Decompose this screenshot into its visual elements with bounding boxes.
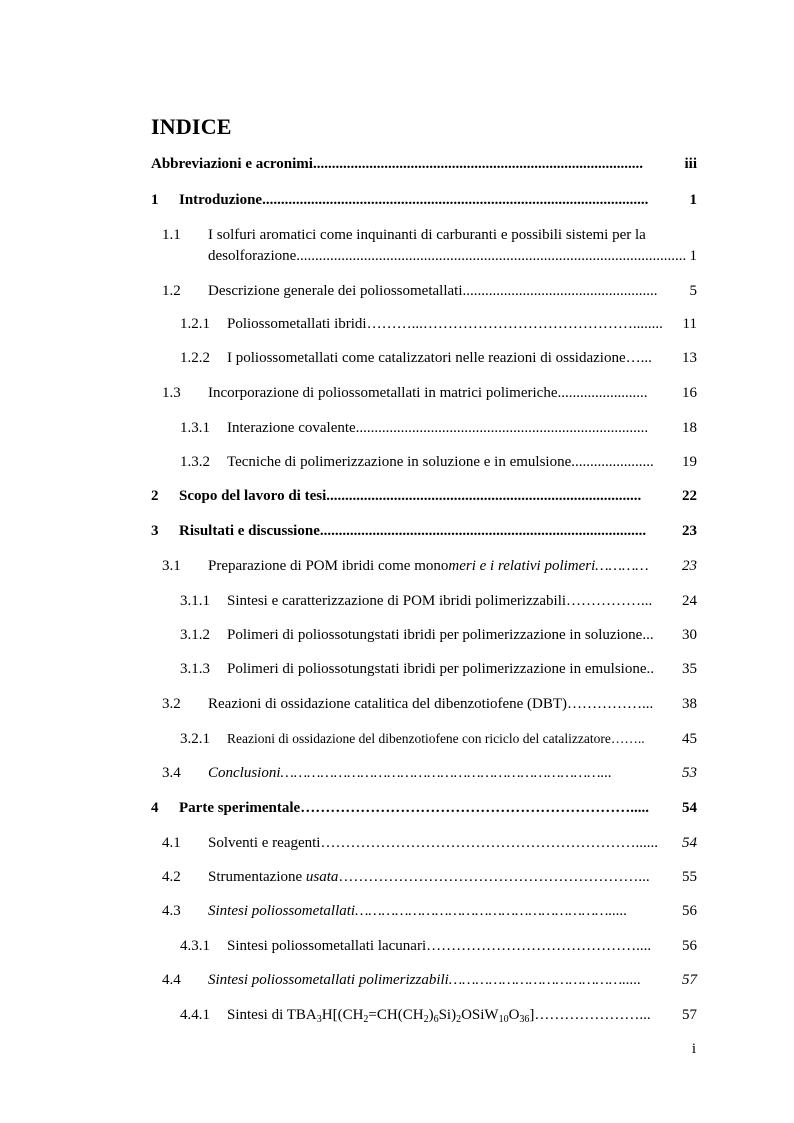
toc-entry-title: Parte sperimentale…………………………………………………………..... xyxy=(179,800,649,816)
toc-entry-page: 57 xyxy=(682,1007,697,1023)
toc-entry-title: Polimeri di poliossotungstati ibridi per polimerizzazione in soluzione... xyxy=(227,627,654,643)
formula-part: ) xyxy=(428,1007,434,1023)
formula-part: H[(CH xyxy=(321,1007,364,1023)
toc-entry-number: 1.3 xyxy=(162,385,181,401)
toc-entry-page: 11 xyxy=(682,316,697,332)
toc-entry-number: 3 xyxy=(151,523,159,539)
toc-entry-title: Introduzione....................................................................................................... xyxy=(179,192,649,208)
toc-entry xyxy=(0,384,794,402)
page-title: INDICE xyxy=(151,114,232,139)
toc-entry-page: 54 xyxy=(682,835,697,851)
toc-entry-number: 4 xyxy=(151,800,159,816)
toc-entry-page: 54 xyxy=(682,800,697,816)
toc-entry-title: Descrizione generale dei poliossometallati.................................................... xyxy=(208,283,658,299)
formula-subscript: 6 xyxy=(433,1014,439,1025)
toc-entry xyxy=(0,155,794,173)
toc-entry-title: Polimeri di poliossotungstati ibridi per polimerizzazione in emulsione.. xyxy=(227,661,655,677)
toc-entry-number: 1.3.1 xyxy=(180,420,210,436)
toc-entry-number: 1 xyxy=(151,192,159,208)
toc-entry xyxy=(0,487,794,505)
toc-entry-page: 56 xyxy=(682,903,697,919)
toc-entry-number: 3.1.3 xyxy=(180,661,210,677)
toc-entry xyxy=(0,834,794,852)
toc-entry-number: 2 xyxy=(151,488,159,504)
toc-entry-title: Interazione covalente.............................................................................. xyxy=(227,420,649,436)
toc-entry xyxy=(0,695,794,713)
toc-entry-title: Sintesi poliossometallati lacunari…………………………………….... xyxy=(227,938,652,954)
toc-entry-title: Incorporazione di poliossometallati in matrici polimeriche........................ xyxy=(208,385,648,401)
toc-entry-page: 16 xyxy=(682,385,697,401)
toc-entry-title xyxy=(208,868,650,886)
toc-entry-number: 1.3.2 xyxy=(180,454,210,470)
toc-entry xyxy=(0,557,794,575)
formula-part: ]…………………... xyxy=(529,1007,651,1023)
toc-entry-page: 56 xyxy=(682,938,697,954)
toc-entry-page: 13 xyxy=(682,350,697,366)
toc-entry-title xyxy=(227,1006,651,1024)
toc-entry-number: 3.2.1 xyxy=(180,731,210,747)
toc-entry-title: Sintesi poliossometallati…………………………………………………..... xyxy=(208,903,628,919)
toc-entry-page: 23 xyxy=(682,523,697,539)
toc-entry xyxy=(0,902,794,920)
formula-subscript: 10 xyxy=(498,1014,509,1025)
toc-entry xyxy=(0,1006,794,1024)
toc-entry-page: 30 xyxy=(682,627,697,643)
page-number: i xyxy=(691,1041,696,1057)
toc-entry-title xyxy=(208,557,649,575)
toc-entry-number: 1.2 xyxy=(162,283,181,299)
formula-subscript: 2 xyxy=(363,1014,369,1025)
toc-entry-page: iii xyxy=(684,156,697,172)
toc-entry xyxy=(0,315,794,333)
formula-subscript: 2 xyxy=(423,1014,429,1025)
toc-entry xyxy=(0,730,794,748)
toc-entry xyxy=(0,453,794,471)
toc-entry xyxy=(0,971,794,989)
toc-entry-title-part: meri e i relativi polimeri………… xyxy=(448,558,649,574)
toc-entry-continuation xyxy=(0,247,794,265)
toc-entry-page: 1 xyxy=(689,248,697,264)
toc-entry xyxy=(0,626,794,644)
toc-entry-page: 53 xyxy=(682,765,697,781)
toc-entry xyxy=(0,191,794,209)
toc-entry xyxy=(0,592,794,610)
toc-entry-title-line2: desolforazione........................................................................................................ xyxy=(208,248,687,264)
toc-entry-number: 1.2.1 xyxy=(180,316,210,332)
toc-entry xyxy=(0,226,794,244)
toc-entry xyxy=(0,937,794,955)
toc-entry xyxy=(0,522,794,540)
toc-entry-title: Sintesi poliossometallati polimerizzabili…………………………………..... xyxy=(208,972,641,988)
toc-entry-page: 23 xyxy=(682,558,697,574)
formula-part: Si) xyxy=(438,1007,457,1023)
toc-entry-title-part: Strumentazione xyxy=(208,869,306,885)
formula-subscript: 2 xyxy=(456,1014,462,1025)
toc-entry-page: 19 xyxy=(682,454,697,470)
toc-entry-title: Scopo del lavoro di tesi.................................................................................... xyxy=(179,488,642,504)
formula-subscript: 36 xyxy=(519,1014,530,1025)
toc-entry-number: 3.1.1 xyxy=(180,593,210,609)
toc-entry-title: I poliossometallati come catalizzatori nelle reazioni di ossidazione…... xyxy=(227,350,652,366)
toc-entry-number: 4.1 xyxy=(162,835,181,851)
toc-entry-title: Risultati e discussione....................................................................................... xyxy=(179,523,647,539)
toc-entry-page: 35 xyxy=(682,661,697,677)
formula-part: =CH(CH xyxy=(368,1007,424,1023)
toc-entry-number: 3.4 xyxy=(162,765,181,781)
toc-entry-page: 22 xyxy=(682,488,697,504)
toc-entry-number: 3.2 xyxy=(162,696,181,712)
toc-entry-title-part: usata xyxy=(305,869,339,885)
toc-entry xyxy=(0,660,794,678)
toc-entry-number: 3.1 xyxy=(162,558,181,574)
formula-part: O xyxy=(508,1007,520,1023)
toc-entry-number: 1.2.2 xyxy=(180,350,210,366)
toc-entry-page: 18 xyxy=(682,420,697,436)
toc-entry-page: 24 xyxy=(682,593,697,609)
toc-entry xyxy=(0,282,794,300)
toc-entry-number: 1.1 xyxy=(162,227,181,243)
toc-entry-page: 55 xyxy=(682,869,697,885)
toc-entry-page: 1 xyxy=(689,192,697,208)
toc-entry-title: Conclusioni………………………………………………………………... xyxy=(208,765,612,781)
toc-entry-title: Tecniche di polimerizzazione in soluzione e in emulsione...................... xyxy=(227,454,654,470)
toc-entry-page: 45 xyxy=(682,731,697,747)
toc-entry-title: Poliossometallati ibridi………...……………………………………........ xyxy=(227,316,663,332)
toc-entry-number: 4.3 xyxy=(162,903,181,919)
toc-entry-title: Reazioni di ossidazione catalitica del dibenzotiofene (DBT)……………... xyxy=(208,696,654,712)
toc-entry-number: 3.1.2 xyxy=(180,627,210,643)
toc-entry xyxy=(0,868,794,886)
toc-entry-number: 4.3.1 xyxy=(180,938,210,954)
toc-entry-title: I solfuri aromatici come inquinanti di carburanti e possibili sistemi per la xyxy=(208,227,646,243)
toc-entry-title: Reazioni di ossidazione del dibenzotiofene con riciclo del catalizzatore…….. xyxy=(227,731,645,746)
toc-entry-number: 4.4.1 xyxy=(180,1007,210,1023)
formula-part: OSiW xyxy=(461,1007,499,1023)
formula-subscript: 3 xyxy=(316,1014,322,1025)
formula-part: Sintesi di TBA xyxy=(227,1007,317,1023)
toc-entry-page: 5 xyxy=(689,283,697,299)
toc-entry-title-part: Preparazione di POM ibridi come mono xyxy=(208,558,449,574)
toc-entry-page: 57 xyxy=(682,972,697,988)
toc-entry xyxy=(0,349,794,367)
toc-entry xyxy=(0,799,794,817)
toc-entry xyxy=(0,419,794,437)
toc-entry-number: 4.4 xyxy=(162,972,181,988)
toc-entry xyxy=(0,764,794,782)
toc-entry-number: 4.2 xyxy=(162,869,181,885)
toc-entry-title: Sintesi e caratterizzazione di POM ibridi polimerizzabili……………... xyxy=(227,593,653,609)
toc-entry-page: 38 xyxy=(682,696,697,712)
toc-entry-title: Abbreviazioni e acronimi........................................................................................ xyxy=(151,156,643,172)
toc-entry-title: Solventi e reagenti………………………………………………………...... xyxy=(208,835,658,851)
toc-entry-title-part: ……………………………………………………... xyxy=(338,869,650,885)
